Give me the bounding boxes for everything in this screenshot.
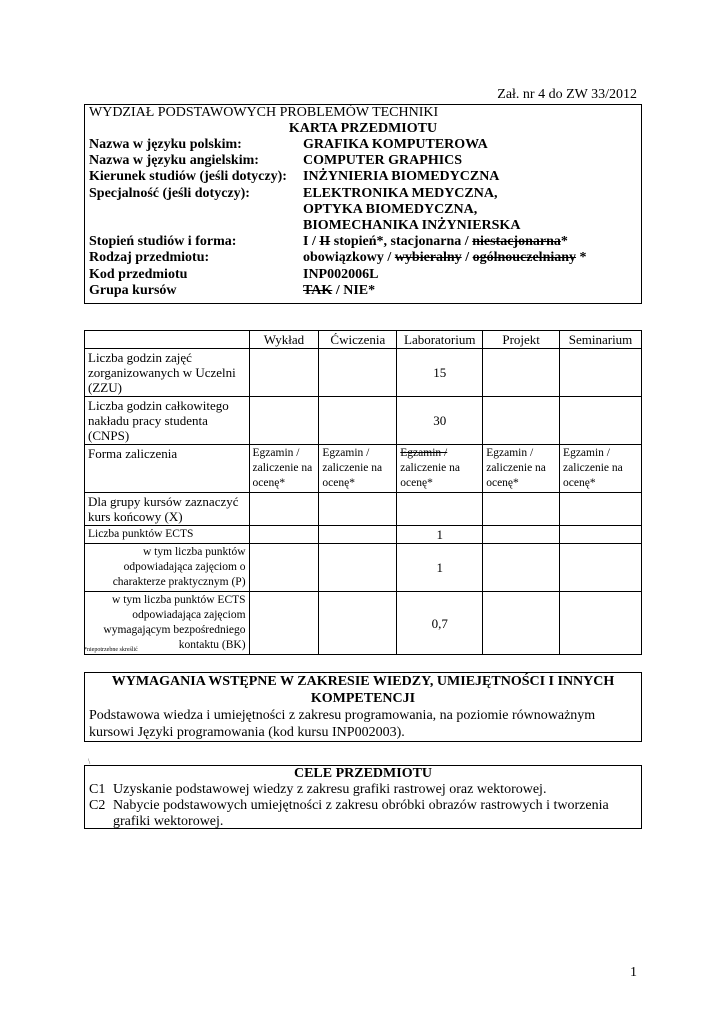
table-row — [85, 493, 642, 526]
field-value: GRAFIKA KOMPUTEROWA — [303, 137, 488, 152]
requirements-text: Podstawowa wiedza i umiejętności z zakresu programowania, na poziomie równoważnym kursowi Języki programowania (kod kursu INP002003). — [89, 708, 596, 740]
field-degree — [89, 234, 637, 250]
column-header: Seminarium — [560, 331, 642, 349]
column-header: Projekt — [483, 331, 560, 349]
field-label: Rodzaj przedmiotu: — [89, 250, 210, 266]
field-label: Kod przedmiotu — [89, 266, 188, 282]
struck-option: niestacjonarna — [472, 234, 561, 250]
field-label: Nazwa w języku polskim: — [89, 137, 242, 152]
goal-code: C1 — [89, 782, 106, 797]
field-value: INŻYNIERIA BIOMEDYCZNA — [303, 169, 500, 185]
column-header: Ćwiczenia — [319, 331, 397, 349]
card-title: KARTA PRZEDMIOTU — [288, 121, 438, 136]
field-label: Specjalność (jeśli dotyczy): — [89, 185, 250, 201]
table-row — [85, 397, 642, 445]
field-value: INP002006L — [303, 266, 379, 282]
goals-title: CELE PRZEDMIOTU — [293, 766, 433, 781]
table-row — [85, 349, 642, 397]
table-row — [85, 445, 642, 493]
table-cell: 1 — [397, 526, 483, 544]
goal-text: Uzyskanie podstawowej wiedzy z zakresu grafiki rastrowej oraz wektorowej. — [113, 782, 547, 797]
field-label: Grupa kursów — [89, 282, 177, 298]
row-label: Liczba punktów ECTS — [85, 526, 250, 544]
table-cell: 30 — [397, 397, 483, 445]
goal-code: C2 — [89, 798, 106, 813]
table-cell: Egzamin / zaliczenie na ocenę* — [319, 445, 397, 493]
row-label: w tym liczba punktów ECTS odpowiadająca zajęciom wymagającym bezpośredniego kontaktu (BK) — [85, 592, 250, 655]
field-value: obowiązkowy / wybieralny / ogólnouczelniany * — [303, 250, 587, 266]
goal-text: Nabycie podstawowych umiejętności z zakresu obróbki obrazów rastrowych i tworzenia grafiki wektorowej. — [113, 798, 609, 829]
struck-option: II — [319, 234, 331, 250]
column-header: Laboratorium — [397, 331, 483, 349]
page-number: 1 — [630, 965, 637, 980]
row-label: Forma zaliczenia — [85, 445, 250, 493]
table-cell: 1 — [397, 544, 483, 592]
table-header-row — [85, 331, 642, 349]
table-cell: Egzamin / zaliczenie na ocenę* — [483, 445, 560, 493]
field-name-pl — [89, 137, 637, 153]
attachment-reference: Zał. nr 4 do ZW 33/2012 — [497, 87, 637, 102]
course-header-box — [84, 104, 642, 304]
struck-option: wybieralny — [394, 250, 462, 266]
field-label: Nazwa w języku angielskim: — [89, 153, 259, 169]
struck-option: Egzamin / — [400, 447, 448, 459]
table-cell: Egzamin / zaliczenie na ocenę* — [397, 445, 483, 493]
field-value: TAK / NIE* — [303, 282, 376, 298]
field-name-en — [89, 153, 637, 169]
column-header: Wykład — [249, 331, 319, 349]
row-label: w tym liczba punktów odpowiadająca zajęciom o charakterze praktycznym (P) — [85, 544, 250, 592]
ects-table — [84, 330, 642, 655]
field-course-group — [89, 283, 637, 299]
field-value — [303, 186, 637, 235]
table-corner-cell — [85, 331, 250, 349]
field-course-type — [89, 250, 637, 266]
table-cell: 15 — [397, 349, 483, 397]
specialty-line: ELEKTRONIKA MEDYCZNA, — [303, 185, 498, 201]
row-label: Dla grupy kursów zaznaczyć kurs końcowy (X) — [85, 493, 250, 526]
struck-option: TAK — [303, 282, 333, 298]
struck-option: ogólnouczelniany — [472, 250, 577, 266]
goal-item — [89, 798, 637, 830]
stray-mark: \ — [88, 757, 91, 766]
field-label: Stopień studiów i forma: — [89, 234, 237, 250]
table-row — [85, 592, 642, 655]
table-row — [85, 544, 642, 592]
requirements-box — [84, 672, 642, 742]
field-value: COMPUTER GRAPHICS — [303, 153, 463, 169]
table-cell: 0,7 — [397, 592, 483, 655]
faculty-name: WYDZIAŁ PODSTAWOWYCH PROBLEMÓW TECHNIKI — [89, 105, 439, 120]
table-cell: Egzamin / zaliczenie na ocenę* — [249, 445, 319, 493]
field-specialty — [89, 186, 637, 235]
field-study-direction — [89, 169, 637, 185]
field-value: I / II stopień*, stacjonarna / niestacjonarna* — [303, 234, 568, 250]
row-label: Liczba godzin zajęć zorganizowanych w Uczelni (ZZU) — [85, 349, 250, 397]
table-cell: Egzamin / zaliczenie na ocenę* — [560, 445, 642, 493]
goal-item — [89, 782, 637, 798]
goals-box — [84, 765, 642, 829]
field-course-code — [89, 267, 637, 283]
requirements-title: WYMAGANIA WSTĘPNE W ZAKRESIE WIEDZY, UMIEJĘTNOŚCI I INNYCH KOMPETENCJI — [111, 674, 615, 706]
specialty-line: OPTYKA BIOMEDYCZNA, — [303, 201, 478, 217]
footnote: *niepotrzebne skreślić — [84, 647, 138, 653]
table-row — [85, 526, 642, 544]
row-label: Liczba godzin całkowitego nakładu pracy studenta (CNPS) — [85, 397, 250, 445]
specialty-line: BIOMECHANIKA INŻYNIERSKA — [303, 218, 521, 234]
field-label: Kierunek studiów (jeśli dotyczy): — [89, 169, 287, 185]
